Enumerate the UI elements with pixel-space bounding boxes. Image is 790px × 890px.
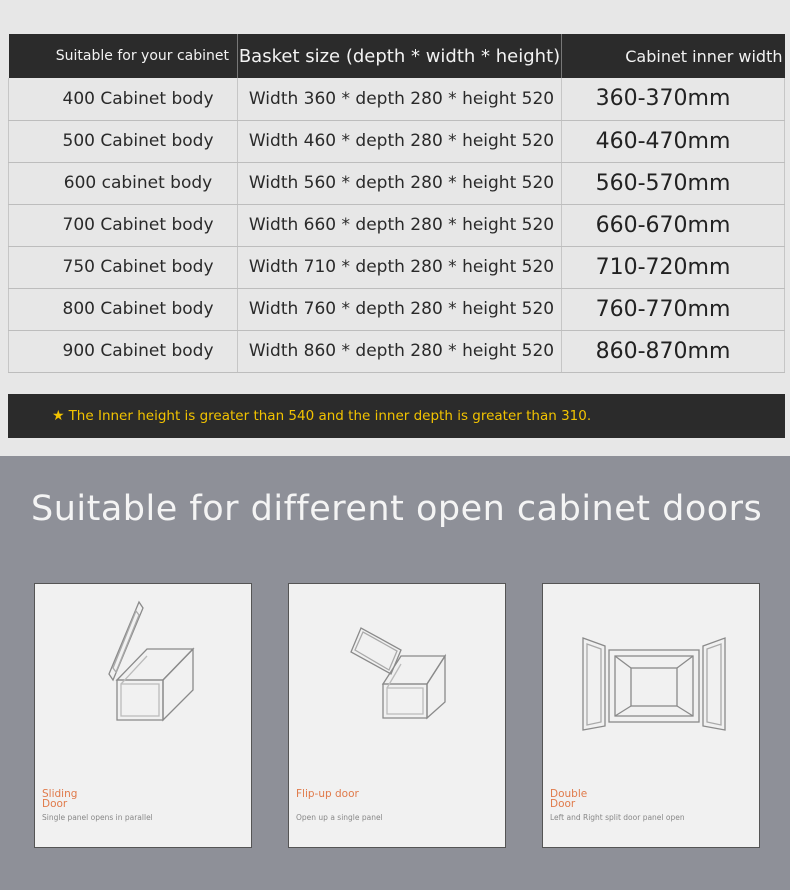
cell-cabinet: 900 Cabinet body [9, 330, 238, 372]
door-types-section [0, 456, 790, 890]
door-card-double [542, 583, 760, 848]
size-table [8, 34, 785, 373]
door-title [42, 789, 77, 809]
door-card-sliding [34, 583, 252, 848]
table-row [9, 330, 785, 372]
cell-cabinet: 800 Cabinet body [9, 288, 238, 330]
table-row [9, 120, 785, 162]
table-row [9, 288, 785, 330]
door-title [550, 789, 587, 809]
header-basket-size: Basket size (depth * width * height) [238, 34, 562, 78]
cell-basket: Width 560 * depth 280 * height 520 [238, 162, 562, 204]
cell-cabinet: 500 Cabinet body [9, 120, 238, 162]
door-title-line1: Double [550, 788, 588, 800]
table-row [9, 204, 785, 246]
cell-cabinet: 700 Cabinet body [9, 204, 238, 246]
star-icon: ★ [52, 408, 65, 424]
double-door-icon [543, 584, 761, 849]
cell-basket: Width 860 * depth 280 * height 520 [238, 330, 562, 372]
flip-up-door-icon [289, 584, 507, 849]
door-card-flip-up [288, 583, 506, 848]
cell-cabinet: 750 Cabinet body [9, 246, 238, 288]
cell-inner: 460-470mm [562, 120, 785, 162]
table-row [9, 162, 785, 204]
cell-basket: Width 660 * depth 280 * height 520 [238, 204, 562, 246]
door-title-line2: Door [42, 798, 68, 810]
note-text: The Inner height is greater than 540 and the inner depth is greater than 310. [68, 408, 592, 424]
door-title-line1: Flip-up door [296, 788, 359, 800]
door-desc: Open up a single panel [296, 813, 383, 822]
cell-cabinet: 400 Cabinet body [9, 78, 238, 120]
door-title [296, 789, 359, 799]
table-header-row [9, 34, 785, 78]
cell-basket: Width 360 * depth 280 * height 520 [238, 78, 562, 120]
cell-inner: 860-870mm [562, 330, 785, 372]
table-row [9, 78, 785, 120]
cell-inner: 710-720mm [562, 246, 785, 288]
header-inner-width: Cabinet inner width [562, 34, 785, 78]
requirement-note [8, 394, 785, 438]
cell-basket: Width 460 * depth 280 * height 520 [238, 120, 562, 162]
cell-inner: 760-770mm [562, 288, 785, 330]
cell-basket: Width 760 * depth 280 * height 520 [238, 288, 562, 330]
door-title-line1: Sliding [42, 788, 78, 800]
cell-cabinet: 600 cabinet body [9, 162, 238, 204]
door-desc: Single panel opens in parallel [42, 813, 153, 822]
door-desc: Left and Right split door panel open [550, 813, 685, 822]
cell-inner: 560-570mm [562, 162, 785, 204]
cell-inner: 660-670mm [562, 204, 785, 246]
cell-inner: 360-370mm [562, 78, 785, 120]
header-cabinet: Suitable for your cabinet [9, 34, 238, 78]
table-row [9, 246, 785, 288]
door-title-line2: Door [550, 798, 576, 810]
section-heading: Suitable for different open cabinet doors [31, 489, 763, 529]
sliding-door-icon [35, 584, 253, 849]
cell-basket: Width 710 * depth 280 * height 520 [238, 246, 562, 288]
